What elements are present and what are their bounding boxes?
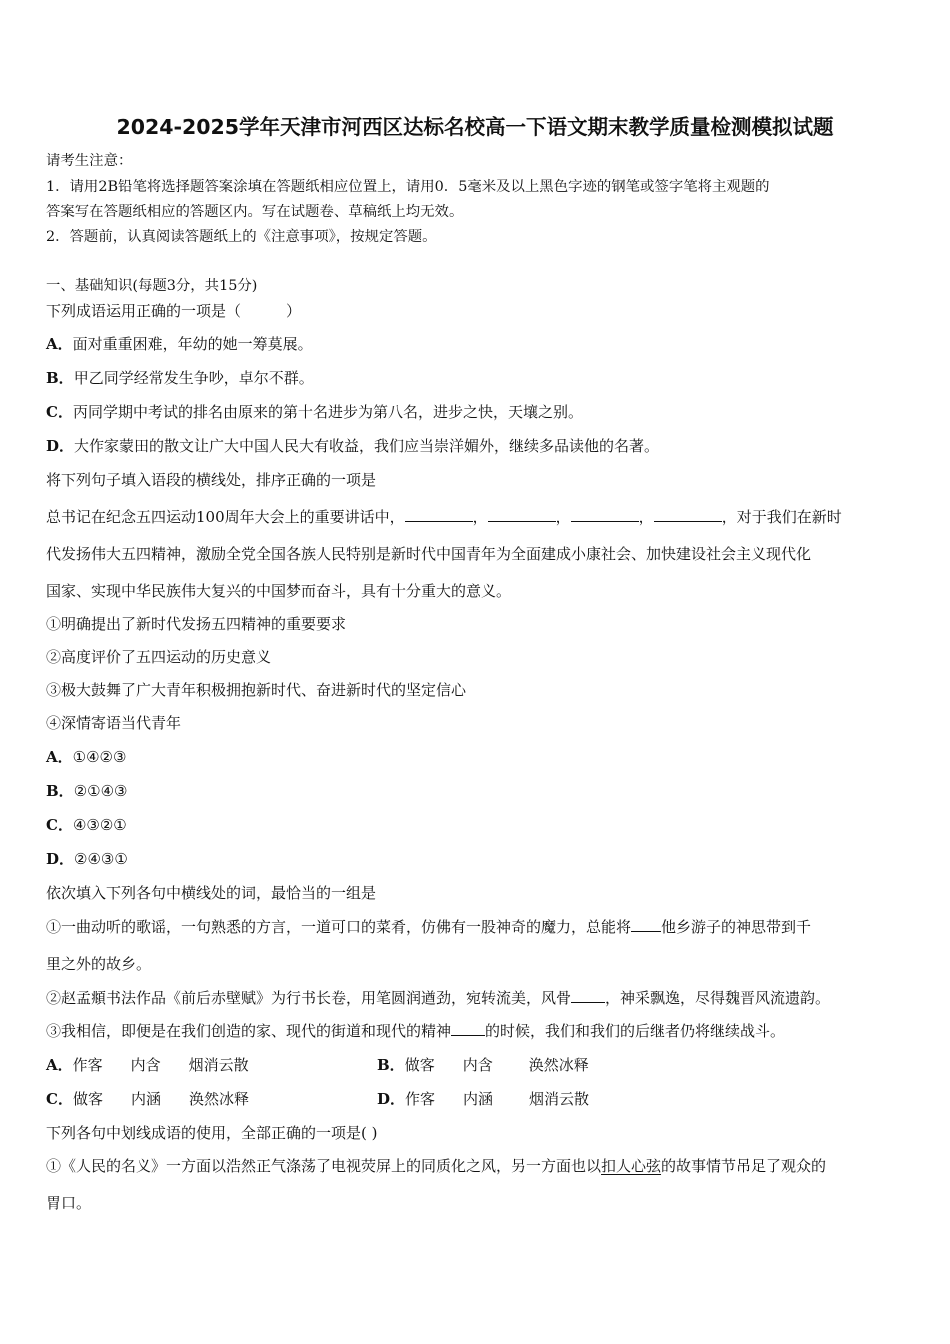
option-word-1: 做客	[404, 1056, 435, 1074]
q3-option-b	[377, 1055, 589, 1075]
option-letter: A．	[46, 335, 73, 353]
option-word-3: 烟消云散	[188, 1056, 249, 1074]
option-letter: C．	[46, 403, 73, 421]
option-text: ①④②③	[72, 748, 127, 766]
comma: ，	[555, 508, 571, 526]
option-text: ②①④③	[73, 782, 128, 800]
option-letter: D．	[46, 437, 75, 455]
option-word-3: 涣然冰释	[188, 1090, 249, 1108]
option-text: ②④③①	[74, 850, 128, 868]
passage-text: ，对于我们在新时	[721, 508, 842, 526]
section-heading: 一、基础知识(每题3分，共15分)	[46, 278, 258, 294]
q2-option-b	[46, 781, 127, 801]
comma: ，	[472, 508, 488, 526]
fill-blank	[451, 1021, 485, 1036]
option-letter: C．	[46, 1090, 73, 1108]
option-word-2: 内含	[130, 1056, 161, 1074]
q1-option-b	[46, 368, 314, 388]
exam-title: 2024-2025学年天津市河西区达标名校高一下语文期末教学质量检测模拟试题	[116, 115, 834, 139]
q2-stem: 将下列句子填入语段的横线处，排序正确的一项是	[46, 471, 377, 489]
sentence-text: ③我相信，即便是在我们创造的家、现代的街道和现代的精神	[46, 1022, 452, 1040]
q4-sentence-1	[46, 1156, 826, 1176]
option-letter: A．	[46, 748, 73, 766]
notice-item-1-cont: 答案写在答题纸相应的答题区内。写在试题卷、草稿纸上均无效。	[46, 204, 464, 220]
q2-item-1: ①明确提出了新时代发扬五四精神的重要要求	[46, 615, 347, 633]
sentence-text: ②赵孟頫书法作品《前后赤壁赋》为行书长卷，用笔圆润遒劲，宛转流美，风骨	[46, 989, 572, 1007]
q2-option-d	[46, 849, 128, 869]
option-word-2: 内涵	[463, 1090, 494, 1108]
passage-text: 总书记在纪念五四运动100周年大会上的重要讲话中，	[46, 508, 405, 526]
option-letter: A．	[46, 1056, 73, 1074]
q1-stem: 下列成语运用正确的一项是（ ）	[46, 302, 302, 320]
sentence-text: ，神采飘逸，尽得魏晋风流遗韵。	[605, 989, 831, 1007]
fill-blank	[571, 507, 639, 522]
option-word-2: 内涵	[130, 1090, 161, 1108]
sentence-text: 的故事情节吊足了观众的	[661, 1157, 827, 1175]
q3-sentence-1-cont: 里之外的故乡。	[46, 955, 152, 973]
q2-passage-line-2: 代发扬伟大五四精神，激励全党全国各族人民特别是新时代中国青年为全面建成小康社会、加快建设社会主义现代化	[46, 545, 812, 563]
q3-sentence-3	[46, 1021, 785, 1041]
option-letter: B．	[377, 1056, 405, 1074]
option-text: 甲乙同学经常发生争吵，卓尔不群。	[73, 369, 314, 387]
q4-sentence-1-cont: 胃口。	[46, 1194, 92, 1212]
option-word-1: 作客	[72, 1056, 103, 1074]
option-word-3: 烟消云散	[529, 1090, 590, 1108]
option-letter: B．	[46, 782, 74, 800]
q1-option-d	[46, 436, 659, 456]
sentence-text: ①一曲动听的歌谣，一句熟悉的方言，一道可口的菜肴，仿佛有一股神奇的魔力，总能将	[46, 918, 632, 936]
option-letter: D．	[377, 1090, 406, 1108]
q3-sentence-2	[46, 988, 830, 1008]
q3-option-d	[377, 1089, 589, 1109]
option-word-1: 做客	[72, 1090, 103, 1108]
fill-blank	[571, 988, 605, 1003]
option-text: 丙同学期中考试的排名由原来的第十名进步为第八名，进步之快，天壤之别。	[72, 403, 583, 421]
notice-heading: 请考生注意：	[46, 153, 133, 169]
option-text: 大作家蒙田的散文让广大中国人民大有收益，我们应当崇洋媚外，继续多品读他的名著。	[74, 437, 660, 455]
q3-option-a	[46, 1055, 249, 1075]
q2-item-4: ④深情寄语当代青年	[46, 714, 182, 732]
underlined-idiom: 扣人心弦	[601, 1157, 662, 1175]
q3-sentence-1	[46, 917, 811, 937]
q1-option-a	[46, 334, 313, 354]
q2-option-a	[46, 747, 126, 767]
q4-stem: 下列各句中划线成语的使用，全部正确的一项是( )	[46, 1124, 378, 1142]
q3-option-c	[46, 1089, 249, 1109]
fill-blank	[488, 507, 556, 522]
option-text: ④③②①	[72, 816, 127, 834]
option-word-3: 涣然冰释	[528, 1056, 589, 1074]
option-letter: B．	[46, 369, 74, 387]
sentence-text: ①《人民的名义》一方面以浩然正气涤荡了电视荧屏上的同质化之风，另一方面也以	[46, 1157, 602, 1175]
option-word-1: 作客	[405, 1090, 436, 1108]
option-letter: D．	[46, 850, 75, 868]
fill-blank	[631, 917, 661, 932]
q2-option-c	[46, 815, 127, 835]
q2-passage-line-3: 国家、实现中华民族伟大复兴的中国梦而奋斗，具有十分重大的意义。	[46, 582, 512, 600]
q3-stem: 依次填入下列各句中横线处的词，最恰当的一组是	[46, 884, 377, 902]
option-text: 面对重重困难，年幼的她一筹莫展。	[72, 335, 313, 353]
q1-option-c	[46, 402, 583, 422]
sentence-text: 的时候，我们和我们的后继者仍将继续战斗。	[485, 1022, 786, 1040]
q2-item-3: ③极大鼓舞了广大青年积极拥抱新时代、奋进新时代的坚定信心	[46, 681, 467, 699]
q2-passage-line-1	[46, 507, 842, 527]
notice-item-2: 2．答题前，认真阅读答题纸上的《注意事项》，按规定答题。	[46, 229, 437, 245]
option-letter: C．	[46, 816, 73, 834]
comma: ，	[638, 508, 654, 526]
notice-item-1: 1．请用2B铅笔将选择题答案涂填在答题纸相应位置上，请用0．5毫米及以上黑色字迹的钢笔或签字笔将主观题的	[46, 179, 770, 195]
fill-blank	[405, 507, 473, 522]
option-word-2: 内含	[462, 1056, 493, 1074]
sentence-text: 他乡游子的神思带到千	[661, 918, 812, 936]
fill-blank	[654, 507, 722, 522]
q2-item-2: ②高度评价了五四运动的历史意义	[46, 648, 272, 666]
